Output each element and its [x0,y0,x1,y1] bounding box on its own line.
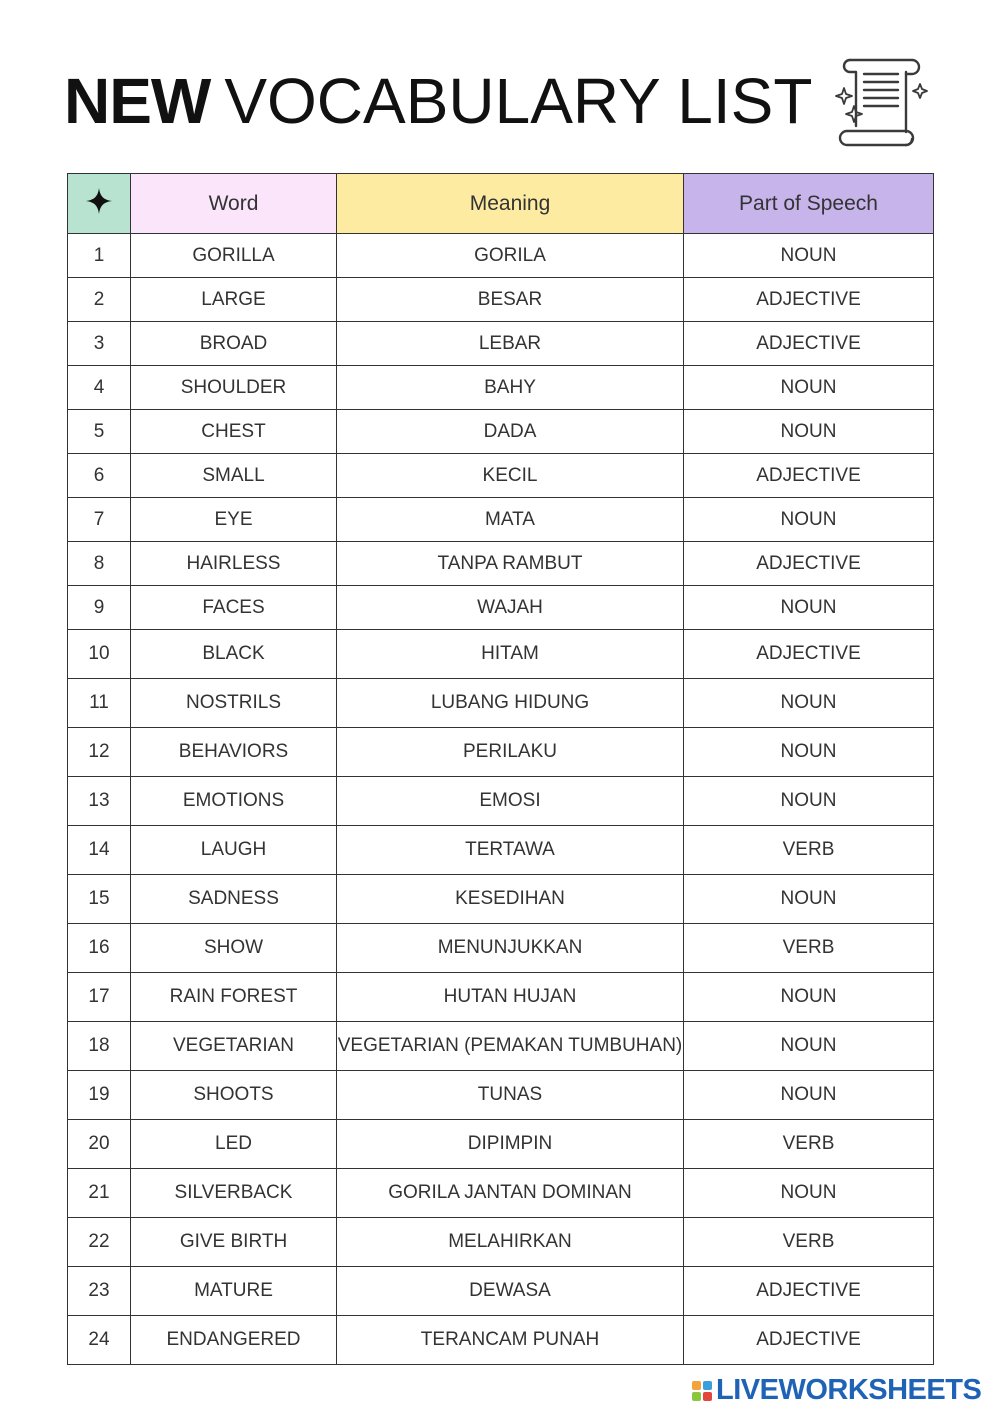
page-title-rest: VOCABULARY LIST [224,65,813,137]
row-meaning: MATA [337,498,684,542]
row-part-of-speech: ADJECTIVE [684,542,934,586]
liveworksheets-logo-icon [692,1381,712,1401]
row-meaning: EMOSI [337,777,684,826]
meaning-column-header: Meaning [337,174,684,234]
logo-square [692,1392,701,1401]
row-part-of-speech: ADJECTIVE [684,1267,934,1316]
row-part-of-speech: ADJECTIVE [684,1316,934,1365]
row-word: SILVERBACK [131,1169,337,1218]
row-word: EYE [131,498,337,542]
row-meaning: MENUNJUKKAN [337,924,684,973]
row-number: 7 [68,498,131,542]
table-row [68,234,934,278]
row-meaning: KESEDIHAN [337,875,684,924]
logo-square [703,1392,712,1401]
number-column-header [68,174,131,234]
row-word: RAIN FOREST [131,973,337,1022]
table-row [68,410,934,454]
table-row [68,1267,934,1316]
row-number: 22 [68,1218,131,1267]
row-word: LED [131,1120,337,1169]
row-part-of-speech: VERB [684,1120,934,1169]
table-row [68,366,934,410]
vocabulary-table [67,173,934,1365]
row-part-of-speech: ADJECTIVE [684,278,934,322]
row-meaning: GORILA [337,234,684,278]
row-number: 17 [68,973,131,1022]
row-part-of-speech: NOUN [684,366,934,410]
logo-square [703,1381,712,1390]
row-word: BEHAVIORS [131,728,337,777]
table-row [68,542,934,586]
row-meaning: GORILA JANTAN DOMINAN [337,1169,684,1218]
row-word: LAUGH [131,826,337,875]
table-row [68,1316,934,1365]
row-meaning: TERANCAM PUNAH [337,1316,684,1365]
row-word: FACES [131,586,337,630]
row-meaning: HITAM [337,630,684,679]
page-title-bold: NEW [64,65,211,137]
row-word: BROAD [131,322,337,366]
table-row [68,728,934,777]
row-number: 12 [68,728,131,777]
row-word: EMOTIONS [131,777,337,826]
row-number: 6 [68,454,131,498]
row-meaning: LEBAR [337,322,684,366]
row-meaning: DADA [337,410,684,454]
row-meaning: PERILAKU [337,728,684,777]
row-word: CHEST [131,410,337,454]
row-part-of-speech: VERB [684,1218,934,1267]
row-meaning: DIPIMPIN [337,1120,684,1169]
row-part-of-speech: VERB [684,924,934,973]
four-point-star-icon [86,188,112,214]
row-number: 11 [68,679,131,728]
row-part-of-speech: NOUN [684,679,934,728]
table-row [68,679,934,728]
table-row [68,1218,934,1267]
row-number: 24 [68,1316,131,1365]
row-word: GORILLA [131,234,337,278]
row-number: 13 [68,777,131,826]
row-word: HAIRLESS [131,542,337,586]
row-part-of-speech: NOUN [684,875,934,924]
row-part-of-speech: NOUN [684,973,934,1022]
row-meaning: BESAR [337,278,684,322]
row-word: MATURE [131,1267,337,1316]
row-meaning: MELAHIRKAN [337,1218,684,1267]
row-part-of-speech: ADJECTIVE [684,454,934,498]
row-part-of-speech: NOUN [684,1071,934,1120]
row-number: 4 [68,366,131,410]
row-part-of-speech: NOUN [684,586,934,630]
page-title [64,62,812,140]
row-meaning: KECIL [337,454,684,498]
row-part-of-speech: NOUN [684,728,934,777]
row-number: 8 [68,542,131,586]
row-meaning: TANPA RAMBUT [337,542,684,586]
liveworksheets-logo-text: LIVEWORKSHEETS [716,1374,982,1406]
word-column-header: Word [131,174,337,234]
row-meaning: LUBANG HIDUNG [337,679,684,728]
row-meaning: DEWASA [337,1267,684,1316]
table-row [68,1022,934,1071]
table-row [68,777,934,826]
row-number: 9 [68,586,131,630]
table-row [68,498,934,542]
row-part-of-speech: NOUN [684,410,934,454]
row-word: SHOOTS [131,1071,337,1120]
row-number: 21 [68,1169,131,1218]
row-number: 16 [68,924,131,973]
row-word: GIVE BIRTH [131,1218,337,1267]
row-part-of-speech: VERB [684,826,934,875]
row-number: 20 [68,1120,131,1169]
table-row [68,875,934,924]
row-word: SADNESS [131,875,337,924]
row-meaning: HUTAN HUJAN [337,973,684,1022]
row-word: SMALL [131,454,337,498]
table-row [68,278,934,322]
row-meaning: TUNAS [337,1071,684,1120]
table-row [68,1169,934,1218]
row-number: 23 [68,1267,131,1316]
row-meaning: WAJAH [337,586,684,630]
table-row [68,454,934,498]
liveworksheets-logo [692,1374,981,1407]
row-word: LARGE [131,278,337,322]
row-number: 10 [68,630,131,679]
table-row [68,1120,934,1169]
row-part-of-speech: NOUN [684,777,934,826]
table-row [68,973,934,1022]
row-number: 19 [68,1071,131,1120]
row-word: NOSTRILS [131,679,337,728]
logo-square [692,1381,701,1390]
table-row [68,924,934,973]
table-row [68,1071,934,1120]
row-word: SHOW [131,924,337,973]
table-row [68,586,934,630]
row-number: 3 [68,322,131,366]
table-row [68,630,934,679]
table-header-row [68,174,934,234]
row-part-of-speech: ADJECTIVE [684,630,934,679]
table-row [68,826,934,875]
row-part-of-speech: NOUN [684,498,934,542]
row-word: VEGETARIAN [131,1022,337,1071]
row-number: 15 [68,875,131,924]
table-row [68,322,934,366]
row-meaning: TERTAWA [337,826,684,875]
row-part-of-speech: NOUN [684,1022,934,1071]
scroll-icon [832,52,932,152]
row-number: 2 [68,278,131,322]
row-word: BLACK [131,630,337,679]
row-meaning: VEGETARIAN (PEMAKAN TUMBUHAN) [337,1022,684,1071]
row-number: 1 [68,234,131,278]
row-number: 14 [68,826,131,875]
row-part-of-speech: NOUN [684,1169,934,1218]
row-word: SHOULDER [131,366,337,410]
row-part-of-speech: ADJECTIVE [684,322,934,366]
row-number: 18 [68,1022,131,1071]
row-meaning: BAHY [337,366,684,410]
pos-column-header: Part of Speech [684,174,934,234]
row-word: ENDANGERED [131,1316,337,1365]
row-part-of-speech: NOUN [684,234,934,278]
row-number: 5 [68,410,131,454]
